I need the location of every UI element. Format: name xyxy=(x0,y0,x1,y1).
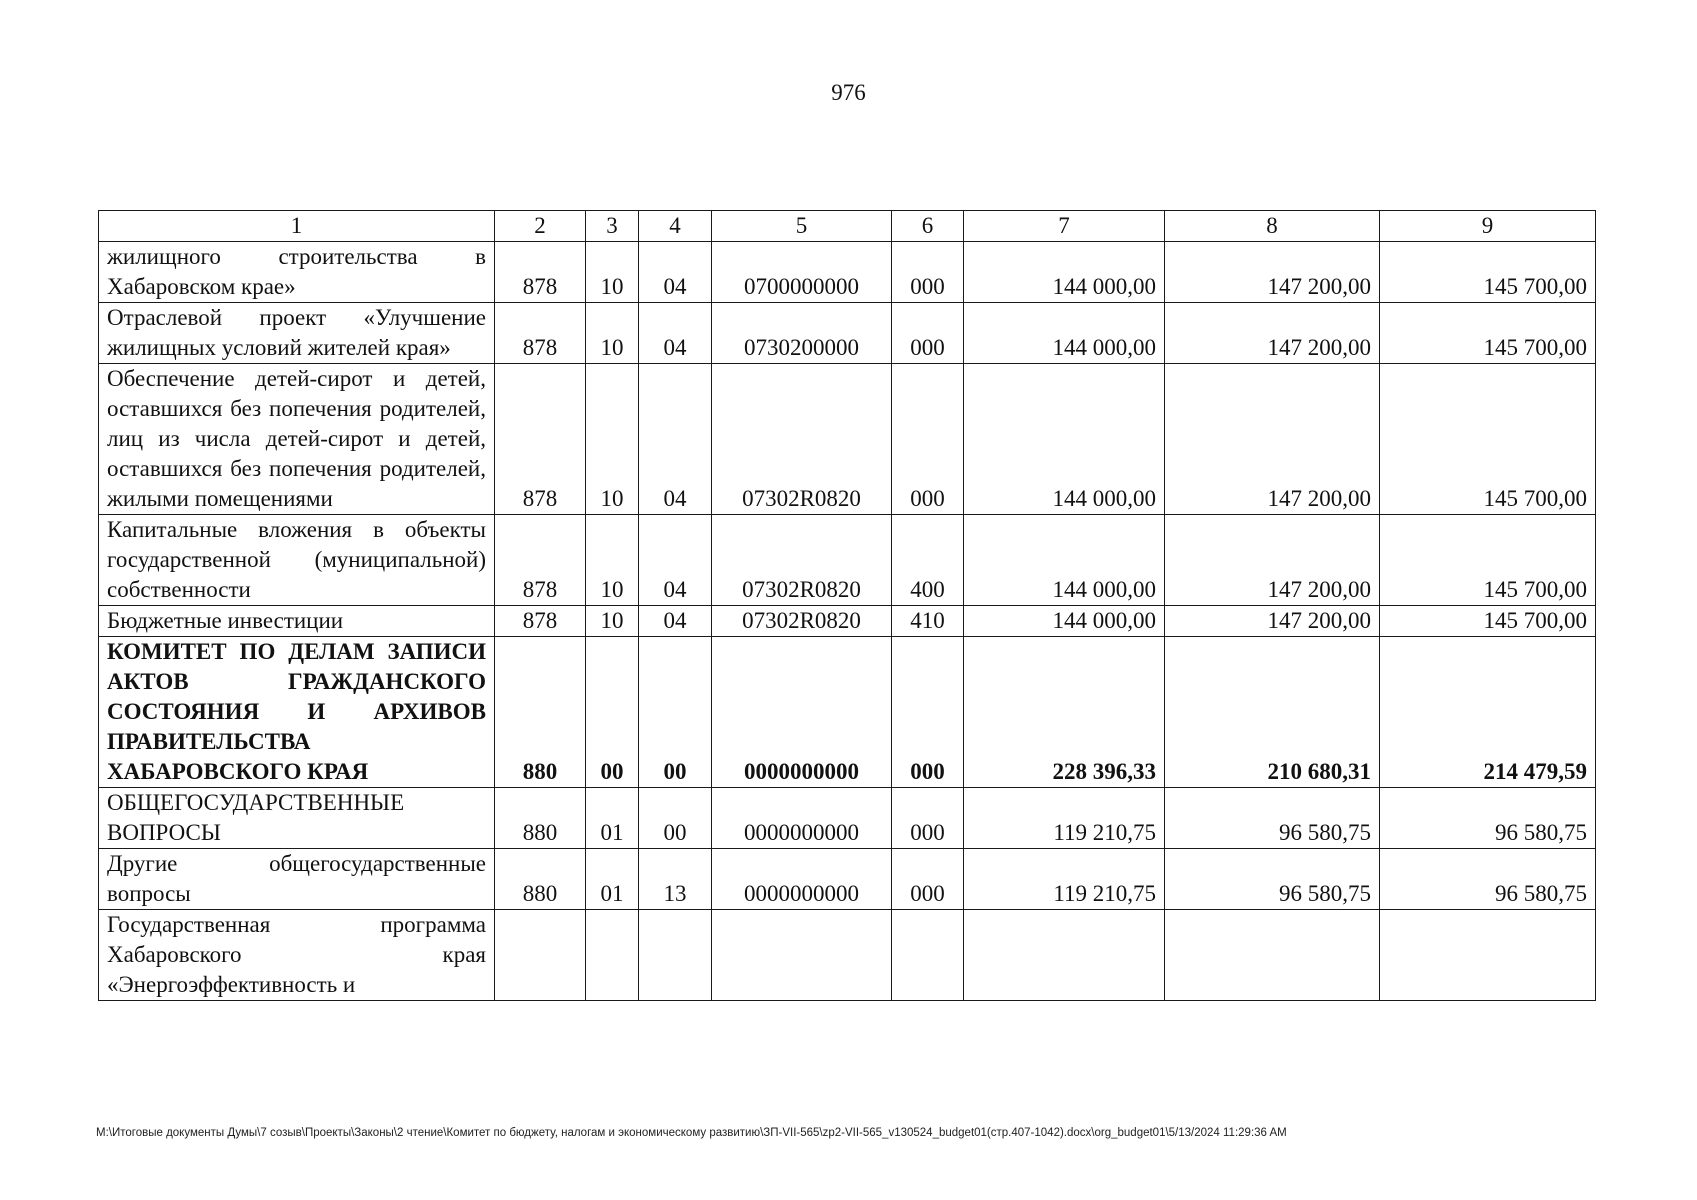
header-col-8: 8 xyxy=(1165,211,1380,242)
row-code-expense-type: 000 xyxy=(892,637,964,788)
row-amount-col7: 144 000,00 xyxy=(964,364,1165,515)
table-row xyxy=(99,788,1596,849)
row-amount-col8: 96 580,75 xyxy=(1165,788,1380,849)
table-row xyxy=(99,910,1596,1001)
table-row xyxy=(99,303,1596,364)
row-code-subsection: 00 xyxy=(639,788,712,849)
table-row xyxy=(99,849,1596,910)
row-name: Бюджетные инвестиции xyxy=(99,606,495,637)
row-amount-col7: 119 210,75 xyxy=(964,788,1165,849)
row-name: жилищного строительства в Хабаровском крае» xyxy=(99,242,495,303)
row-code-ministry: 880 xyxy=(495,788,586,849)
row-amount-col7: 144 000,00 xyxy=(964,606,1165,637)
row-amount-col9: 96 580,75 xyxy=(1380,788,1596,849)
row-code-subsection xyxy=(639,910,712,1001)
row-code-subsection: 04 xyxy=(639,242,712,303)
row-amount-col9 xyxy=(1380,910,1596,1001)
row-code-section: 00 xyxy=(586,637,639,788)
row-code-subsection: 04 xyxy=(639,303,712,364)
row-code-section xyxy=(586,910,639,1001)
row-amount-col9: 145 700,00 xyxy=(1380,242,1596,303)
row-amount-col8: 147 200,00 xyxy=(1165,242,1380,303)
row-code-subsection: 00 xyxy=(639,637,712,788)
row-code-subsection: 04 xyxy=(639,515,712,606)
row-code-section: 01 xyxy=(586,849,639,910)
row-amount-col9: 214 479,59 xyxy=(1380,637,1596,788)
row-amount-col7: 144 000,00 xyxy=(964,515,1165,606)
row-code-section: 10 xyxy=(586,515,639,606)
header-col-2: 2 xyxy=(495,211,586,242)
row-code-ministry: 878 xyxy=(495,606,586,637)
row-name: Другие общегосударственные вопросы xyxy=(99,849,495,910)
row-amount-col7: 144 000,00 xyxy=(964,303,1165,364)
row-code-ministry: 878 xyxy=(495,303,586,364)
row-code-expense-type: 000 xyxy=(892,242,964,303)
row-amount-col8: 147 200,00 xyxy=(1165,515,1380,606)
table-row xyxy=(99,242,1596,303)
row-code-section: 10 xyxy=(586,606,639,637)
row-amount-col9: 145 700,00 xyxy=(1380,364,1596,515)
row-code-section: 01 xyxy=(586,788,639,849)
row-amount-col9: 145 700,00 xyxy=(1380,606,1596,637)
table-row xyxy=(99,606,1596,637)
row-amount-col7: 144 000,00 xyxy=(964,242,1165,303)
row-code-target xyxy=(712,910,892,1001)
header-col-6: 6 xyxy=(892,211,964,242)
row-amount-col7: 228 396,33 xyxy=(964,637,1165,788)
row-code-subsection: 04 xyxy=(639,606,712,637)
row-amount-col7: 119 210,75 xyxy=(964,849,1165,910)
row-amount-col8: 96 580,75 xyxy=(1165,849,1380,910)
row-code-ministry xyxy=(495,910,586,1001)
row-code-target: 07302R0820 xyxy=(712,364,892,515)
row-amount-col8: 147 200,00 xyxy=(1165,303,1380,364)
row-code-ministry: 880 xyxy=(495,637,586,788)
row-code-target: 0000000000 xyxy=(712,637,892,788)
page-number: 976 xyxy=(831,80,866,105)
header-col-1: 1 xyxy=(99,211,495,242)
row-amount-col9: 145 700,00 xyxy=(1380,515,1596,606)
row-code-expense-type: 000 xyxy=(892,303,964,364)
footer-file-path: M:\Итоговые документы Думы\7 созыв\Проекты\Законы\2 чтение\Комитет по бюджету, налогам и экономическому развитию\ЗП-VII-565\zp2-VII-565_v130524_budget01(стр.407-1042).docx\org_budget01\5/13/2024 11:29:36 AM xyxy=(96,1127,1287,1139)
table-row-committee-total xyxy=(99,637,1596,788)
header-col-5: 5 xyxy=(712,211,892,242)
row-code-target: 0730200000 xyxy=(712,303,892,364)
row-code-expense-type: 400 xyxy=(892,515,964,606)
header-col-9: 9 xyxy=(1380,211,1596,242)
row-code-target: 07302R0820 xyxy=(712,606,892,637)
row-code-subsection: 13 xyxy=(639,849,712,910)
row-name: Отраслевой проект «Улучшение жилищных условий жителей края» xyxy=(99,303,495,364)
row-code-expense-type: 000 xyxy=(892,788,964,849)
row-name: ОБЩЕГОСУДАРСТВЕННЫЕ ВОПРОСЫ xyxy=(99,788,495,849)
row-amount-col7 xyxy=(964,910,1165,1001)
row-amount-col9: 145 700,00 xyxy=(1380,303,1596,364)
row-code-expense-type: 000 xyxy=(892,849,964,910)
row-code-ministry: 878 xyxy=(495,364,586,515)
row-code-target: 0000000000 xyxy=(712,849,892,910)
row-amount-col8: 147 200,00 xyxy=(1165,606,1380,637)
row-code-section: 10 xyxy=(586,242,639,303)
row-code-expense-type xyxy=(892,910,964,1001)
row-amount-col9: 96 580,75 xyxy=(1380,849,1596,910)
row-code-ministry: 880 xyxy=(495,849,586,910)
row-code-expense-type: 410 xyxy=(892,606,964,637)
row-amount-col8: 147 200,00 xyxy=(1165,364,1380,515)
table-row xyxy=(99,515,1596,606)
row-code-target: 0700000000 xyxy=(712,242,892,303)
row-name: Государственная программа Хабаровского края «Энергоэффективность и xyxy=(99,910,495,1001)
row-code-ministry: 878 xyxy=(495,242,586,303)
row-name: Капитальные вложения в объекты государственной (муниципальной) собственности xyxy=(99,515,495,606)
row-name: КОМИТЕТ ПО ДЕЛАМ ЗАПИСИ АКТОВ ГРАЖДАНСКОГО СОСТОЯНИЯ И АРХИВОВ ПРАВИТЕЛЬСТВА ХАБАРОВСКОГО КРАЯ xyxy=(99,637,495,788)
row-code-section: 10 xyxy=(586,364,639,515)
row-name: Обеспечение детей-сирот и детей, оставшихся без попечения родителей, лиц из числа детей-сирот и детей, оставшихся без попечения родителей, жилыми помещениями xyxy=(99,364,495,515)
table-row xyxy=(99,364,1596,515)
row-code-target: 07302R0820 xyxy=(712,515,892,606)
header-row xyxy=(99,211,1596,242)
header-col-7: 7 xyxy=(964,211,1165,242)
row-amount-col8: 210 680,31 xyxy=(1165,637,1380,788)
row-code-subsection: 04 xyxy=(639,364,712,515)
header-col-4: 4 xyxy=(639,211,712,242)
budget-table xyxy=(98,210,1596,1001)
row-code-section: 10 xyxy=(586,303,639,364)
row-code-ministry: 878 xyxy=(495,515,586,606)
header-col-3: 3 xyxy=(586,211,639,242)
row-code-expense-type: 000 xyxy=(892,364,964,515)
row-code-target: 0000000000 xyxy=(712,788,892,849)
row-amount-col8 xyxy=(1165,910,1380,1001)
